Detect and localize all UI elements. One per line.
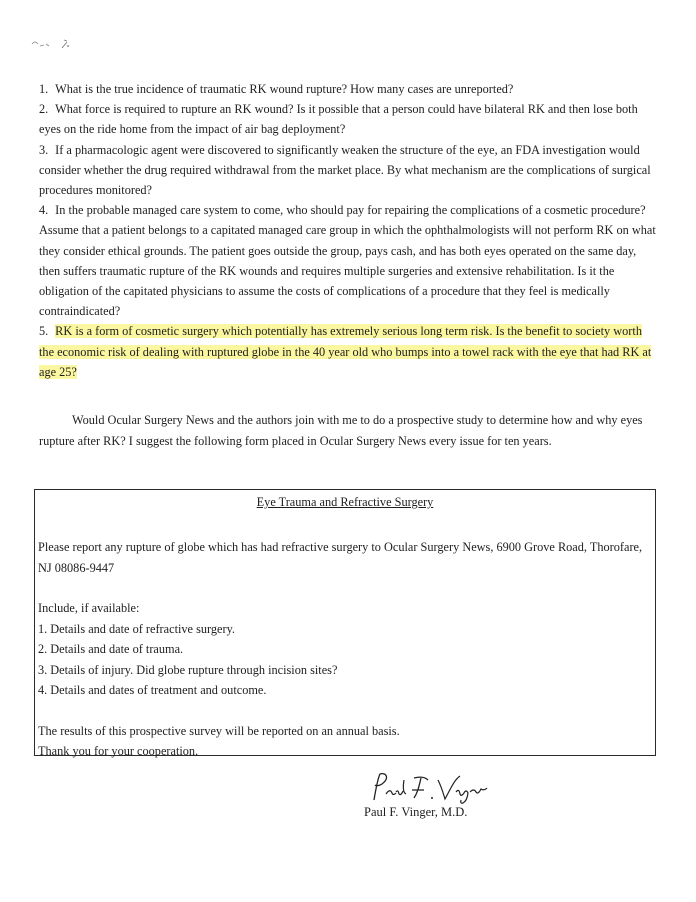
form-include-label: Include, if available: bbox=[38, 601, 140, 615]
scan-smudge-mark bbox=[28, 32, 76, 54]
question-number: 1. bbox=[39, 82, 49, 96]
question-item bbox=[39, 79, 657, 99]
question-number: 5. bbox=[39, 324, 49, 339]
question-text: What force is required to rupture an RK wound? Is it possible that a person could have bilateral RK and then lose both eyes on the ride home from the impact of air bag deployment? bbox=[39, 102, 638, 137]
form-results-note: The results of this prospective survey will be reported on an annual basis. bbox=[38, 723, 400, 738]
study-proposal-paragraph: Would Ocular Surgery News and the authors join with me to do a prospective study to determine how and why eyes rupture after RK? I suggest the following form placed in Ocular Surgery News every issue for ten years. bbox=[39, 413, 643, 448]
question-item bbox=[39, 99, 657, 139]
form-list-item: 1. Details and date of refractive surgery. bbox=[38, 621, 236, 636]
highlighted-question-text: RK is a form of cosmetic surgery which potentially has extremely serious long term risk. Is the benefit to society worth the economic risk of dealing with ruptured globe in the 40 year old who bumps into a towel rack with the eye that had RK at age 25? bbox=[39, 324, 652, 379]
question-number: 4. bbox=[39, 203, 49, 218]
form-list-item: 3. Details of injury. Did globe rupture through incision sites? bbox=[38, 662, 338, 677]
question-item bbox=[39, 140, 657, 201]
question-text: If a pharmacologic agent were discovered to significantly weaken the structure of the eye, an FDA investigation would consider whether the drug required withdrawal from the market place. By what mechanism are the complications of surgical procedures monitored? bbox=[39, 142, 651, 198]
question-text: In the probable managed care system to come, who should pay for repairing the complications of a cosmetic procedure? Assume that a patient belongs to a capitated managed care group in which the ophthalmologists will not perform RK on what they consider ethical grounds. The patient goes outside the group, pays cash, and has both eyes operated on the same day, then suffers traumatic rupture of the RK wounds and requires multiple surgeries and extensive rehabilitation. Is it the obligation of the capitated physicians to assume the costs of complications of a procedure that they feel is medically contraindicated? bbox=[39, 203, 656, 319]
handwritten-signature bbox=[366, 770, 506, 810]
question-list bbox=[39, 79, 657, 382]
form-thanks: Thank you for your cooperation. bbox=[38, 744, 199, 758]
question-text: What is the true incidence of traumatic RK wound rupture? How many cases are unreported? bbox=[55, 82, 514, 96]
form-title: Eye Trauma and Refractive Surgery bbox=[256, 495, 434, 509]
question-item bbox=[39, 321, 657, 382]
question-number: 3. bbox=[39, 142, 49, 157]
question-number: 2. bbox=[39, 102, 49, 117]
form-list-item: 4. Details and dates of treatment and outcome. bbox=[38, 683, 267, 697]
form-request-text: Please report any rupture of globe which has had refractive surgery to Ocular Surgery News, 6900 Grove Road, Thorofare, NJ 08086-9447 bbox=[38, 540, 643, 575]
signatory-name: Paul F. Vinger, M.D. bbox=[364, 805, 468, 819]
question-item bbox=[39, 200, 657, 321]
form-body bbox=[38, 537, 652, 762]
report-form-box bbox=[34, 489, 656, 756]
form-list-item: 2. Details and date of trauma. bbox=[38, 642, 184, 656]
